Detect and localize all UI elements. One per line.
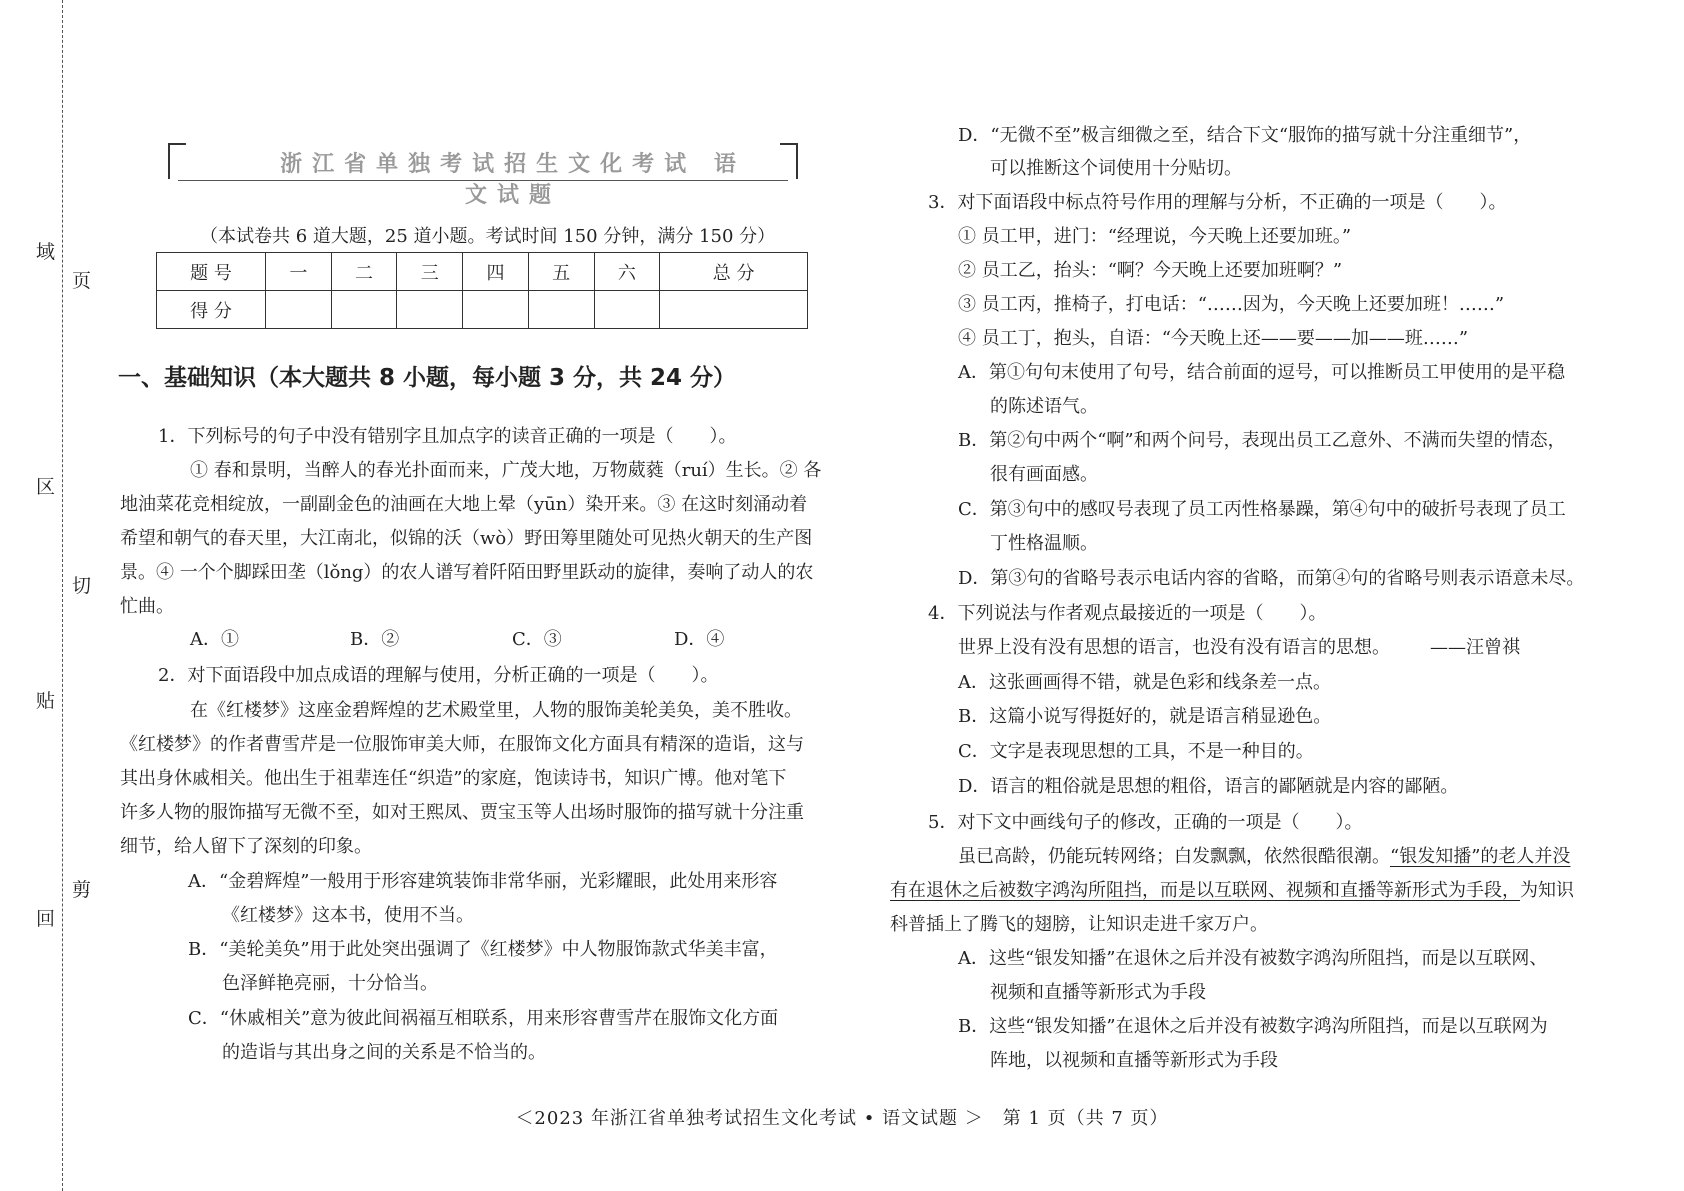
passage-line [958,846,1570,868]
margin-label: 区 [36,476,56,498]
option-c-cont: 的造诣与其出身之间的关系是不恰当的。 [222,1042,546,1063]
option-c: C．第③句中的感叹号表现了员工丙性格暴躁，第④句中的破折号表现了员工 [958,499,1566,520]
table-cell: 总 分 [660,253,808,291]
table-cell: 一 [266,253,332,291]
score-table-score-row [157,291,808,329]
passage-line: 《红楼梦》的作者曹雪芹是一位服饰审美大师，在服饰文化方面具有精深的造诣，这与 [120,734,804,755]
table-cell: 得 分 [157,291,266,329]
option-a: A．这些“银发知播”在退休之后并没有被数字鸿沟所阻挡，而是以互联网、 [958,948,1548,969]
passage-line: 在《红楼梦》这座金碧辉煌的艺术殿堂里，人物的服饰美轮美奂，美不胜收。 [190,700,802,721]
option-a-cont: 的陈述语气。 [990,396,1098,417]
option-c-cont: 丁性格温顺。 [990,533,1098,554]
option-d-cont: 可以推断这个词使用十分贴切。 [990,158,1242,179]
dialogue-line: ② 员工乙，抬头：“啊？今天晚上还要加班啊？” [958,260,1343,281]
section-title: 一、基础知识（本大题共 8 小题，每小题 3 分，共 24 分） [118,365,737,391]
option-a-cont: 视频和直播等新形式为手段 [990,982,1206,1003]
score-table [156,252,808,329]
passage-line [890,880,1574,902]
score-cell [266,291,332,329]
option-d: D．语言的粗俗就是思想的粗俗，语言的鄙陋就是内容的鄙陋。 [958,776,1459,797]
underlined-sentence: 有在退休之后被数字鸿沟所阻挡，而是以互联网、视频和直播等新形式为手段， [890,880,1520,901]
table-cell: 二 [331,253,397,291]
dialogue-line: ④ 员工丁，抱头，自语：“今天晚上还——要——加——班……” [958,328,1469,349]
option-a: A．第①句句末使用了句号，结合前面的逗号，可以推断员工甲使用的是平稳 [958,362,1565,383]
question-stem: 4．下列说法与作者观点最接近的一项是（ ）。 [928,603,1327,624]
question-stem: 1．下列标号的句子中没有错别字且加点字的读音正确的一项是（ ）。 [158,426,737,447]
option-b: B．第②句中两个“啊”和两个问号，表现出员工乙意外、不满而失望的情态， [958,430,1566,451]
margin-label: 切 [72,575,92,597]
option-b-cont: 阵地，以视频和直播等新形式为手段 [990,1050,1278,1071]
passage-line: 细节，给人留下了深刻的印象。 [120,836,372,857]
score-table-header-row [157,253,808,291]
exam-title: 浙江省单独考试招生文化考试 语文试题 [280,151,746,208]
option-d: D．第③句的省略号表示电话内容的省略，而第④句的省略号则表示语意未尽。 [958,568,1585,589]
passage-line: 景。④ 一个个脚踩田垄（lǒng）的农人谱写着阡陌田野里跃动的旋律，奏响了动人的农 [120,562,814,583]
option-b-cont: 很有画面感。 [990,464,1098,485]
margin-label: 回 [36,908,56,930]
score-cell [594,291,660,329]
score-cell [397,291,463,329]
option-c: C．③ [512,629,562,650]
quote-text: 世界上没有没有思想的语言，也没有没有语言的思想。 [958,637,1390,658]
passage-line: 希望和朝气的春天里，大江南北，似锦的沃（wò）野田筹里随处可见热火朝天的生产图 [120,528,813,549]
fold-dashed-line [62,0,63,1191]
score-cell [463,291,529,329]
option-b: B．“美轮美奂”用于此处突出强调了《红楼梦》中人物服饰款式华美丰富， [188,939,778,960]
score-cell [331,291,397,329]
margin-label: 域 [36,241,56,263]
option-b: B．② [350,629,400,650]
dialogue-line: ① 员工甲，进门：“经理说，今天晚上还要加班。” [958,226,1352,247]
passage-text: 为知识 [1520,880,1574,901]
option-c: C．“休戚相关”意为彼此间祸福互相联系，用来形容曹雪芹在服饰文化方面 [188,1008,779,1029]
score-cell [528,291,594,329]
question-stem: 5．对下文中画线句子的修改，正确的一项是（ ）。 [928,812,1363,833]
option-b-cont: 色泽鲜艳亮丽，十分恰当。 [222,973,438,994]
table-cell: 四 [463,253,529,291]
table-cell: 五 [528,253,594,291]
margin-label: 剪 [72,879,92,901]
option-a: A．这张画画得不错，就是色彩和线条差一点。 [958,672,1331,693]
option-a: A．① [190,629,239,650]
option-a-cont: 《红楼梦》这本书，使用不当。 [222,905,474,926]
underlined-sentence: “银发知播”的老人并没 [1390,846,1571,867]
margin-label: 页 [72,270,92,292]
passage-line: 其出身休戚相关。他出生于祖辈连任“织造”的家庭，饱读诗书，知识广博。他对笔下 [120,768,787,789]
passage-text: 虽已高龄，仍能玩转网络；白发飘飘，依然很酷很潮。 [958,846,1390,867]
score-cell [660,291,808,329]
option-b: B．这篇小说写得挺好的，就是语言稍显逊色。 [958,706,1332,727]
passage-line: 许多人物的服饰描写无微不至，如对王熙凤、贾宝玉等人出场时服饰的描写就十分注重 [120,802,804,823]
option-d: D．“无微不至”极言细微之至，结合下文“服饰的描写就十分注重细节”， [958,125,1532,146]
table-cell: 六 [594,253,660,291]
passage-line: 科普插上了腾飞的翅膀，让知识走进千家万户。 [890,914,1268,935]
passage-line: 地油菜花竞相绽放，一副副金色的油画在大地上晕（yūn）染开来。③ 在这时刻涌动着 [120,494,808,515]
table-cell: 三 [397,253,463,291]
page-footer: ＜2023 年浙江省单独考试招生文化考试 • 语文试题 ＞ 第 1 页（共 7 页） [515,1108,1169,1129]
question-stem: 2．对下面语段中加点成语的理解与使用，分析正确的一项是（ ）。 [158,665,719,686]
exam-info: （本试卷共 6 道大题，25 道小题。考试时间 150 分钟，满分 150 分） [200,226,776,247]
question-stem: 3．对下面语段中标点符号作用的理解与分析，不正确的一项是（ ）。 [928,192,1507,213]
option-b: B．这些“银发知播”在退休之后并没有被数字鸿沟所阻挡，而是以互联网为 [958,1016,1548,1037]
exam-title-frame [168,143,798,208]
dialogue-line: ③ 员工丙，推椅子，打电话：“……因为，今天晚上还要加班！……” [958,294,1505,315]
quote-author: ——汪曾祺 [1430,637,1520,658]
margin-label: 贴 [36,690,56,712]
option-a: A．“金碧辉煌”一般用于形容建筑装饰非常华丽，光彩耀眼，此处用来形容 [188,871,778,892]
passage-line: ① 春和景明，当醉人的春光扑面而来，广茂大地，万物葳蕤（ruí）生长。② 各 [190,460,822,481]
passage-line: 忙曲。 [120,596,174,617]
table-cell: 题 号 [157,253,266,291]
option-c: C．文字是表现思想的工具，不是一种目的。 [958,741,1314,762]
option-d: D．④ [674,629,725,650]
